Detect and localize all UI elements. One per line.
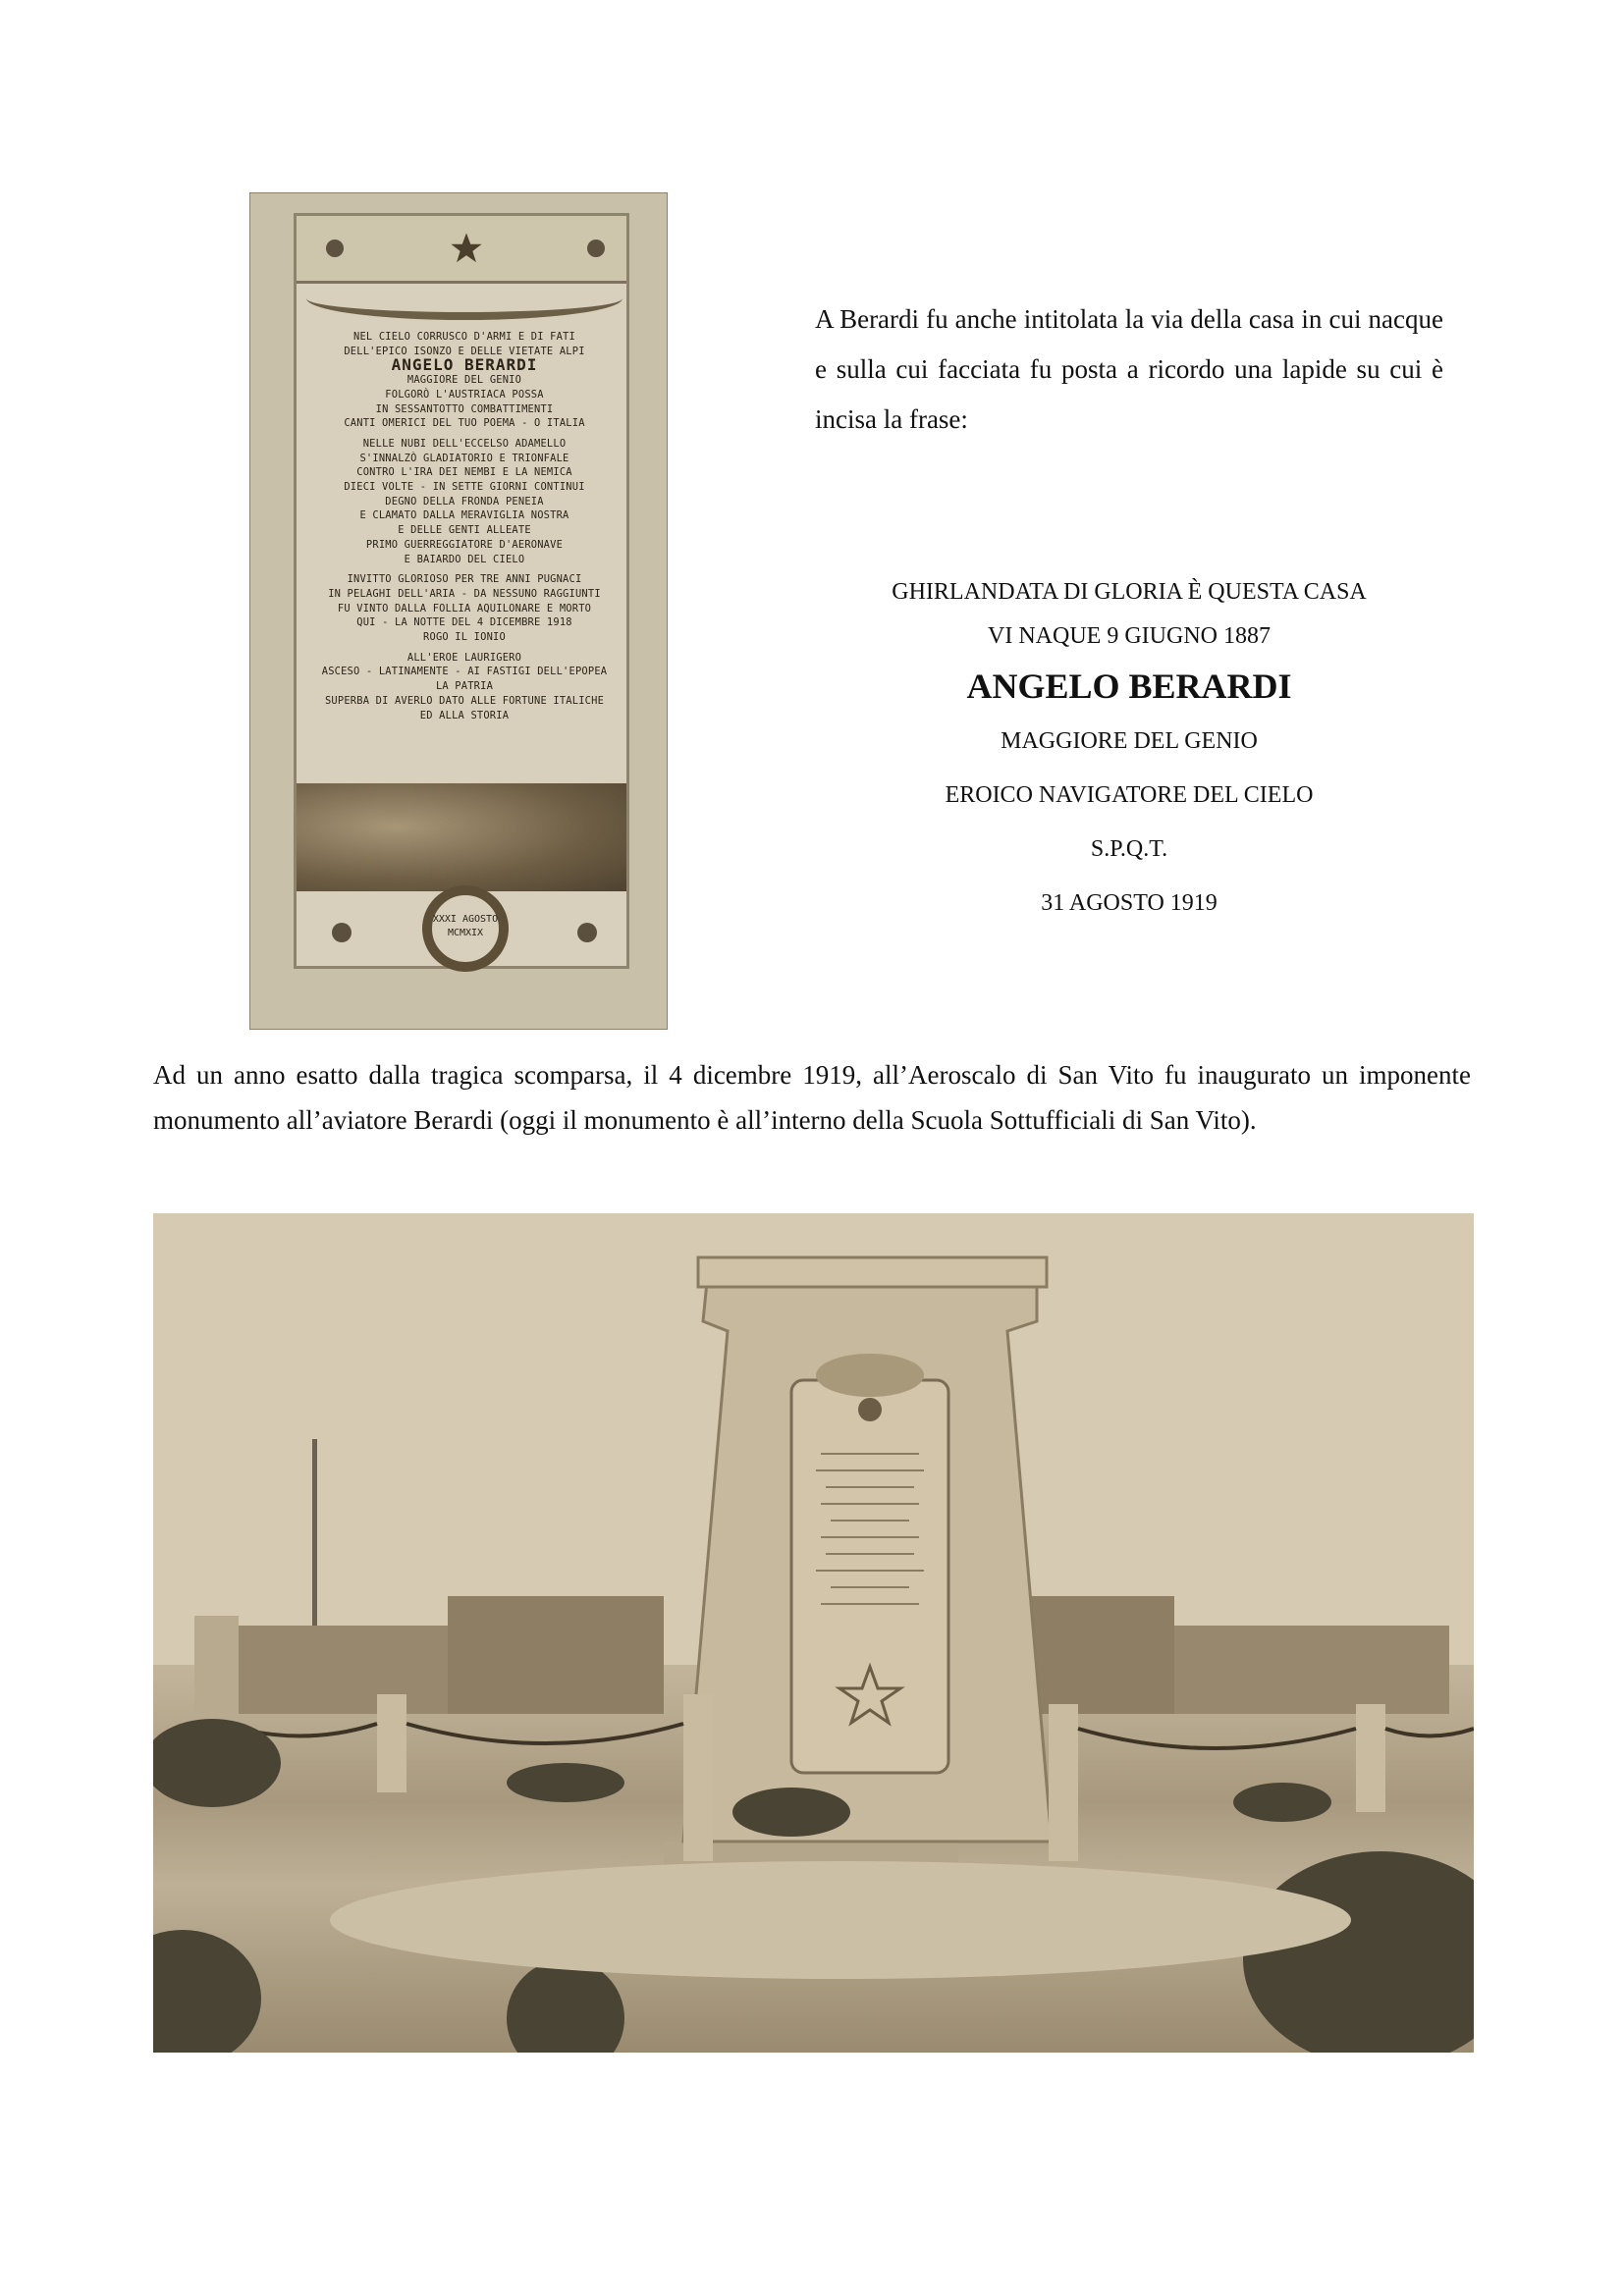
- plaque-line: DELL'EPICO ISONZO E DELLE VIETATE ALPI: [344, 345, 585, 357]
- plaque-line: IN SESSANTOTTO COMBATTIMENTI: [375, 402, 554, 415]
- inscription-line: S.P.Q.T.: [1090, 836, 1168, 862]
- plaque-line: SUPERBA DI AVERLO DATO ALLE FORTUNE ITALICHE: [324, 694, 605, 707]
- plaque-inscription: [314, 330, 615, 722]
- garland-relief: [306, 277, 623, 320]
- plaque-name: ANGELO BERARDI: [391, 355, 538, 375]
- plaque-line: PRIMO GUERREGGIATORE D'AERONAVE: [365, 538, 564, 551]
- plaque-header: [297, 216, 626, 284]
- plaque-line: DIECI VOLTE - IN SETTE GIORNI CONTINUI: [344, 481, 585, 494]
- plaque-line: CONTRO L'IRA DEI NEMBI E LA NEMICA: [356, 466, 572, 479]
- plaque-line: E CLAMATO DALLA MERAVIGLIA NOSTRA: [359, 509, 569, 522]
- inscription-line: GHIRLANDATA DI GLORIA È QUESTA CASA: [892, 579, 1367, 605]
- plaque-line: ASCESO - LATINAMENTE - AI FASTIGI DELL'EPOPEA: [321, 666, 608, 678]
- plaque-line: IN PELAGHI DELL'ARIA - DA NESSUNO RAGGIUNTI: [328, 587, 601, 600]
- monument-illustration: [153, 1213, 1474, 2053]
- plaque-line: FOLGORÒ L'AUSTRIACA POSSA: [385, 388, 544, 400]
- monument-paragraph: Ad un anno esatto dalla tragica scomparsa, il 4 dicembre 1919, all’Aeroscalo di San Vito fu inaugurato un imponente monumento all’aviatore Berardi (oggi il monumento è all’interno della Scuola Sottufficiali di San Vito).: [153, 1060, 1471, 1135]
- inscription-line: 31 AGOSTO 1919: [1041, 890, 1218, 916]
- bolt-icon: [326, 240, 344, 257]
- inscription-line: VI NAQUE 9 GIUGNO 1887: [988, 623, 1271, 649]
- plaque-line: DEGNO DELLA FRONDA PENEIA: [385, 495, 544, 507]
- wreath-line: MCMXIX: [447, 928, 484, 938]
- plaque-stone: [294, 213, 629, 969]
- plaque-line: QUI - LA NOTTE DEL 4 DICEMBRE 1918: [356, 616, 572, 629]
- plaque-line: E BAIARDO DEL CIELO: [404, 553, 525, 565]
- plaque-line: NELLE NUBI DELL'ECCELSO ADAMELLO: [362, 437, 567, 450]
- plaque-line: NEL CIELO CORRUSCO D'ARMI E DI FATI: [353, 331, 575, 343]
- plaque-photo: [249, 192, 668, 1030]
- inscription-line: MAGGIORE DEL GENIO: [1001, 728, 1258, 754]
- star-icon: [450, 232, 483, 265]
- wreath-date: [405, 913, 526, 940]
- plaque-line: LA PATRIA: [435, 680, 494, 693]
- plaque-line: FU VINTO DALLA FOLLIA AQUILONARE E MORTO: [337, 602, 592, 614]
- bolt-icon: [577, 923, 597, 942]
- bolt-icon: [587, 240, 605, 257]
- plaque-line: ROGO IL IONIO: [423, 631, 506, 644]
- inscription-line: EROICO NAVIGATORE DEL CIELO: [945, 782, 1314, 808]
- plaque-line: ED ALLA STORIA: [419, 709, 510, 721]
- inscription-block: [785, 569, 1473, 931]
- plaque-line: E DELLE GENTI ALLEATE: [398, 524, 531, 537]
- eagle-wings-relief: [297, 783, 626, 891]
- plaque-line: CANTI OMERICI DEL TUO POEMA - O ITALIA: [344, 417, 585, 430]
- plaque-line: S'INNALZÒ GLADIATORIO E TRIONFALE: [359, 452, 569, 464]
- plaque-line: MAGGIORE DEL GENIO: [406, 374, 522, 387]
- inscription-name: ANGELO BERARDI: [966, 667, 1292, 706]
- plaque-line: ALL'EROE LAURIGERO: [406, 651, 522, 664]
- plaque-line: INVITTO GLORIOSO PER TRE ANNI PUGNACI: [347, 573, 582, 586]
- bolt-icon: [332, 923, 352, 942]
- monument-photo: [153, 1213, 1474, 2053]
- intro-paragraph: A Berardi fu anche intitolata la via della casa in cui nacque e sulla cui facciata fu posta a ricordo una lapide su cui è incisa la frase:: [815, 304, 1443, 434]
- wreath-line: XXXI AGOSTO: [432, 914, 499, 925]
